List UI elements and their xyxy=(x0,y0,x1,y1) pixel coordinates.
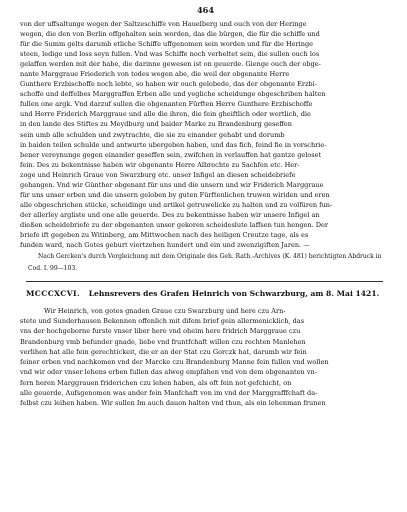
text-line: steen, ledige und loss seyn fullen. Vnd was Schiffe noch verheltet sein, die sullen ouch los xyxy=(20,50,320,59)
text-line: alle obgeschrichen stücke, scheidinge und artikel getruwelicke zu halten und zu volfüren fun- xyxy=(20,200,333,209)
page-number: 464 xyxy=(196,5,215,15)
text-line: briefe ift gegeben zu Witinberg, am Mittwochen nach des heiligen Creutze tage, als es xyxy=(20,230,309,239)
section-divider xyxy=(26,281,383,282)
source-note-continuation: Cod. I. 99—103. xyxy=(28,264,78,272)
text-line: alle geuerde, Aufsgenomen was ander fein Manfchaft von im vnd der Marggrafffchaft da- xyxy=(20,388,318,397)
text-line: schoffe und deffelbes Marggraffen Erben alle und yegliche scheidunge obgeschriben halten xyxy=(20,90,326,99)
text-line: sein umb alle schulden und zwytrachte, die sie zu einander gehabt und dorumb xyxy=(20,130,285,139)
text-line: Gunthere Erzbischoffe noch lebte, so haben wir ouch gelobede, das der obgenante Erzbi- xyxy=(20,80,317,89)
text-line: Wir Heinrich, von gotes gnaden Graue czu Swarzburg und here czu Arn- xyxy=(44,307,286,316)
text-line: fullen one argk. Vnd darzuf sullen die obgenanten Fürften Herre Gunthere Erzbischoffe xyxy=(20,100,313,109)
text-line: Brandenburg vmb befunder gnade, liebe vnd fruntfchaft willen czu rechten Manlehen xyxy=(20,337,306,346)
document-title: Lehnsrevers des Grafen Heinrich von Schwarzburg, am 8. Mai 1421. xyxy=(88,289,380,299)
text-line: gehangen. Vnd wir Günther obgenant für uns und die unsern und wir Friderich Marggraue xyxy=(20,180,324,189)
text-line: stete und Sunderhausen Bekennen offenlich mit difem brief gein allermenicklich, das xyxy=(20,317,305,326)
text-line: vns der hochgeborne furste vnser liber here vnd oheim here fridrich Marggraue czu xyxy=(20,327,301,336)
text-line: zoge und Heinrich Graue von Swarzburg etc. unser Infigel an diesen scheidebriefe xyxy=(20,170,296,179)
text-line: in den lande des Stiftes zu Meydburg und baider Marke zu Brandenburg geseffen xyxy=(20,120,292,129)
text-line: gelaffen werden mit der habe, die darinne gewesen ist on geuerde. Gienge ouch der obge- xyxy=(20,60,321,69)
text-line: der allerley argliste und one alle geuerde. Des zu bekentnisse haben wir unsere Infigel an xyxy=(20,210,320,219)
text-line: felbst czu leihen haben. Wir sullen Im auch dauon halten vnd thun, als ein lehenman frunen xyxy=(20,398,326,407)
text-line: fein. Des zu bekentnisse haben wir obgenante Herre Albrechte zu Sachfen etc. Her- xyxy=(20,160,300,169)
text-line: wegen, die den von Berlin offgehalten sein worden, das die bürgen, die für die schiffe und xyxy=(20,30,320,39)
text-line: für die Summ gelts darumb etliche Schiffe uffgenomen sein worden und für die Heringe xyxy=(20,40,314,49)
text-line: und Herre Friderich Marggraue und alle die ihren, die fein gheiftlich oder wertlich, die xyxy=(20,110,311,119)
charter-text-section-2 xyxy=(20,306,391,408)
text-line: fern heren Marggrauen friderichen czu lehen haben, als oft fein not gefchicht, on xyxy=(20,378,292,387)
text-line: bener vereynunge gegen einander geseffen sein, zwifchen in verlauffen hat gantze geloset xyxy=(20,150,322,159)
text-line: dießen scheidebriefe zu der obgenanten unser gekoren scheideslute laffsen tun hengen. Der xyxy=(20,220,329,229)
text-line: verlihen hat alle fein gerechtickeit, die er an der Stat czu Gorczk hat, darumb wir fein xyxy=(20,347,307,356)
text-line: in baiden teilen schulde und antwurte ubergeben haben, und das fich, feind fie in vorschrie- xyxy=(20,140,327,149)
text-line: nante Marggraue Friederich von todes wegen abe, die weil der obgenante Herre xyxy=(20,70,290,79)
text-line: für uns unser erben und die unsern geloben by guten Fürftenlichen truwen wiriden und eren xyxy=(20,190,330,199)
text-line: feiner erben vnd nachkomen vnd der Marcke czu Brandenburg Manne fein fullen vnd wollen xyxy=(20,358,329,367)
document-number: MCCCXCVI. xyxy=(26,289,81,299)
text-line: vnd wir oder vnser lehens erben fullen das alweg empfahen vnd von dem obgenanten vn- xyxy=(20,368,317,377)
text-line: funden ward, nach Gotes geburt viertzehen hundert und ein und zwenzigiften Jaren. — xyxy=(20,241,310,250)
text-line: von der uffsaltunge wegen der Saltzeschiffe von Hauelberg und ouch von der Heringe xyxy=(20,20,307,28)
source-note: Nach Gercken's durch Vergleichung mit dem Originale des Geh. Rath.-Archives (K. 481) berichtigten Abdruck in xyxy=(38,253,382,261)
charter-text-section-1 xyxy=(20,19,391,250)
document-heading xyxy=(20,288,391,300)
